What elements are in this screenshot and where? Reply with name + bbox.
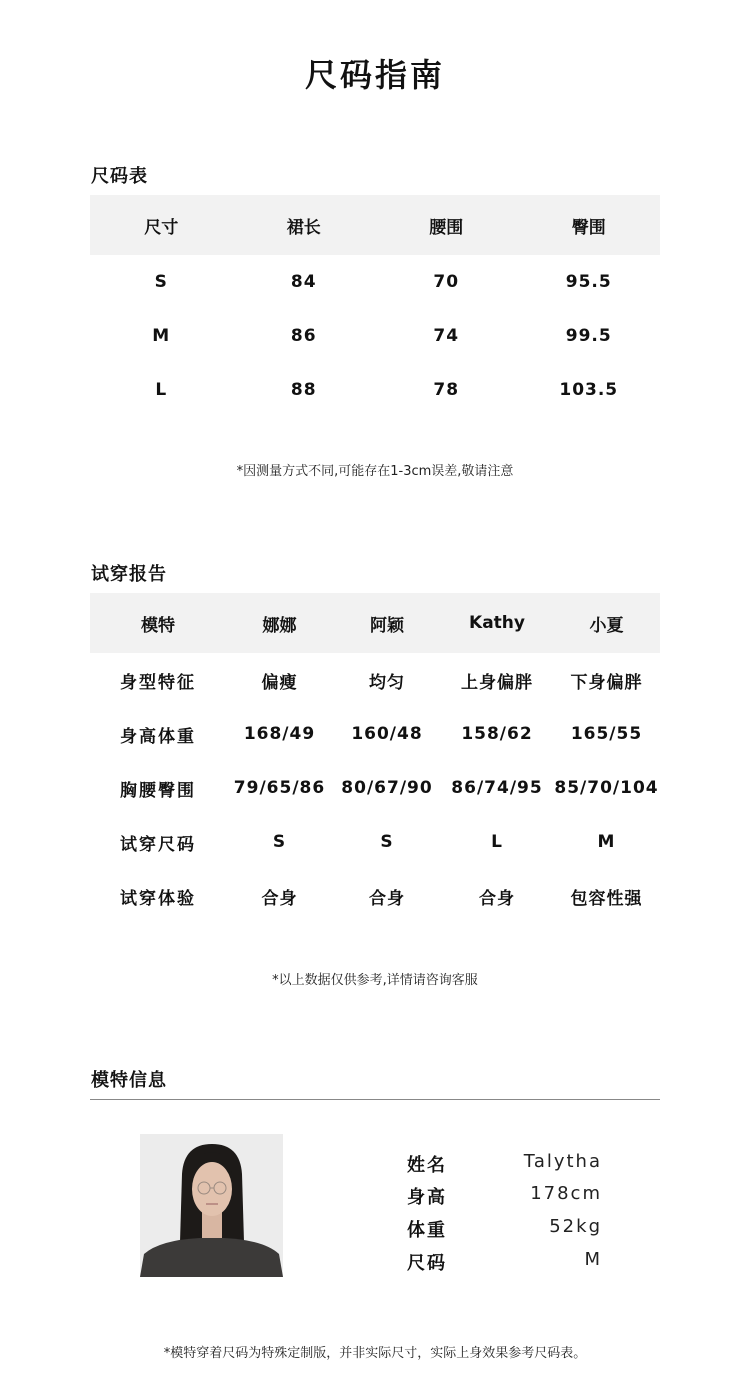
- table-row: [90, 761, 660, 815]
- column-header: 裙长: [233, 195, 376, 255]
- table-row: [90, 255, 660, 309]
- table-cell: 85/70/104: [554, 778, 659, 798]
- model-info-note: *模特穿着尺码为特殊定制版，并非实际尺寸，实际上身效果参考尺码表。: [163, 1346, 587, 1361]
- table-cell: L: [491, 832, 503, 852]
- model-height-label: 身高: [407, 1187, 447, 1208]
- model-weight-label: 体重: [407, 1220, 447, 1241]
- table-row: [90, 815, 660, 869]
- table-row: [90, 707, 660, 761]
- table-cell: 偏瘦: [261, 672, 298, 693]
- table-cell: 165/55: [570, 724, 643, 744]
- table-cell: S: [154, 272, 168, 292]
- model-weight-value: 52kg: [549, 1216, 602, 1237]
- column-header: 小夏: [553, 593, 660, 653]
- column-header: 尺寸: [90, 195, 233, 255]
- table-row: [90, 363, 660, 417]
- table-cell: 包容性强: [570, 888, 643, 909]
- table-row: [90, 869, 660, 923]
- fit-report-table: [90, 593, 660, 923]
- table-cell: S: [272, 832, 287, 852]
- size-chart-table: [90, 195, 660, 417]
- table-cell: 99.5: [565, 326, 612, 346]
- table-cell: L: [155, 380, 168, 400]
- table-cell: 88: [290, 380, 317, 400]
- model-height-value: 178cm: [530, 1183, 602, 1204]
- table-cell: 168/49: [243, 724, 316, 744]
- size-chart-header-row: [90, 195, 660, 255]
- model-size-label: 尺码: [407, 1253, 447, 1274]
- table-cell: 86/74/95: [451, 778, 543, 798]
- section-divider: [90, 1099, 660, 1100]
- table-cell: 95.5: [565, 272, 612, 292]
- model-name-label: 姓名: [407, 1155, 447, 1176]
- size-chart-heading: 尺码表: [91, 166, 148, 187]
- fit-report-heading: 试穿报告: [91, 564, 167, 585]
- fit-report-header-row: [90, 593, 660, 653]
- table-row: [90, 653, 660, 707]
- row-header: 身高体重: [120, 726, 196, 747]
- column-header: Kathy: [441, 593, 553, 653]
- model-name-value: Talytha: [523, 1151, 602, 1172]
- table-cell: 79/65/86: [233, 778, 326, 798]
- row-header: 试穿体验: [120, 888, 196, 909]
- page-title: 尺码指南: [304, 56, 445, 94]
- table-cell: 合身: [479, 888, 515, 909]
- table-row: [90, 309, 660, 363]
- table-cell: 86: [290, 326, 317, 346]
- table-cell: 上身偏胖: [461, 672, 533, 693]
- table-cell: 70: [433, 272, 460, 292]
- row-header: 胸腰臀围: [120, 780, 196, 801]
- row-header: 身型特征: [120, 672, 196, 693]
- column-header: 模特: [90, 593, 226, 653]
- column-header: 阿颖: [333, 593, 441, 653]
- row-header: 试穿尺码: [120, 834, 196, 855]
- model-photo: [140, 1134, 283, 1277]
- table-cell: 均匀: [369, 672, 405, 693]
- fit-report-note: *以上数据仅供参考,详情请咨询客服: [272, 973, 478, 988]
- table-cell: 下身偏胖: [570, 672, 643, 693]
- size-chart-note: *因测量方式不同,可能存在1-3cm误差,敬请注意: [236, 464, 514, 479]
- table-cell: 合身: [261, 888, 298, 909]
- table-cell: 合身: [369, 888, 405, 909]
- column-header: 娜娜: [226, 593, 333, 653]
- column-header: 腰围: [375, 195, 518, 255]
- table-cell: 103.5: [559, 380, 619, 400]
- model-portrait-image: [140, 1134, 283, 1277]
- table-cell: 160/48: [351, 724, 423, 744]
- table-cell: M: [152, 326, 171, 346]
- table-cell: S: [380, 832, 394, 852]
- table-cell: M: [597, 832, 616, 852]
- table-cell: 78: [433, 380, 460, 400]
- model-info-heading: 模特信息: [91, 1070, 167, 1091]
- model-size-value: M: [584, 1249, 602, 1270]
- table-cell: 84: [290, 272, 317, 292]
- column-header: 臀围: [518, 195, 661, 255]
- table-cell: 158/62: [461, 724, 533, 744]
- table-cell: 80/67/90: [341, 778, 433, 798]
- table-cell: 74: [433, 326, 460, 346]
